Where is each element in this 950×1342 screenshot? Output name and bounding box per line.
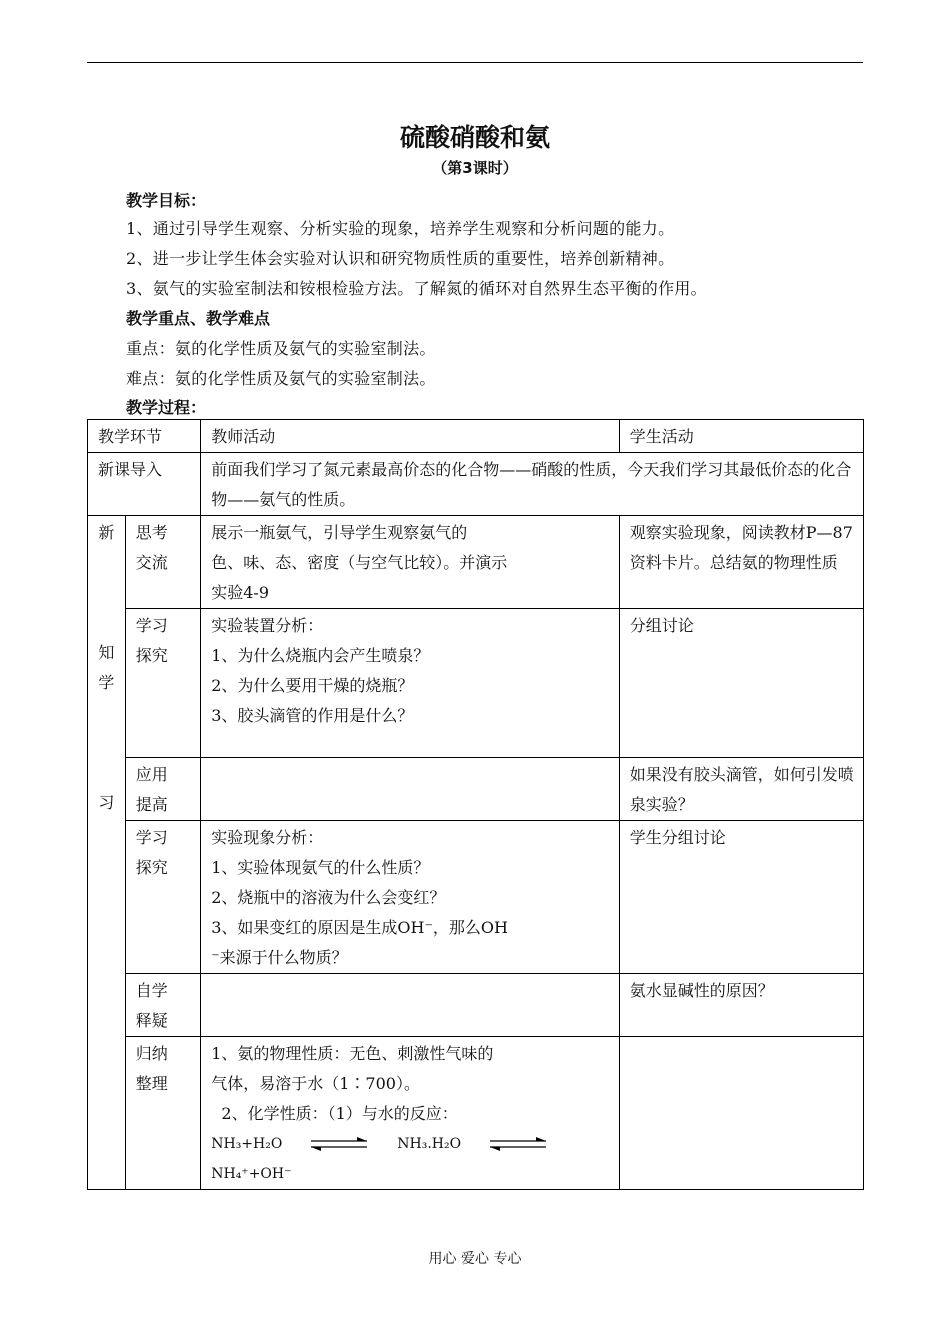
table-header-row [88, 420, 864, 453]
keypoints-heading: 教学重点、教学难点 [126, 309, 271, 328]
teacher-cell: 1、氨的物理性质：无色、刺激性气味的 气体，易溶于水（1∶700）。 2、化学性质：（1）与水的反应： NH₃+H₂O NH₃.H₂O NH₄⁺+OH⁻ [201, 1037, 620, 1190]
student-cell: 观察实验现象，阅读教材P—87 资料卡片。总结氨的物理性质 [619, 516, 863, 609]
teacher-cell: 展示一瓶氨气，引导学生观察氨气的 色、味、态、密度（与空气比较）。并演示 实验4-9 [201, 516, 620, 609]
table-row [88, 516, 864, 609]
student-cell: 氨水显碱性的原因？ [619, 974, 863, 1037]
section-label: 新 知 学 习 [88, 516, 126, 1190]
objective-1: 1、通过引导学生观察、分析实验的现象，培养学生观察和分析问题的能力。 [126, 219, 675, 238]
table-row [88, 974, 864, 1037]
equation-line [211, 1129, 610, 1159]
reversible-arrow-icon [488, 1137, 548, 1151]
difficulty-text: 难点：氨的化学性质及氨气的实验室制法。 [126, 369, 436, 388]
stage-cell: 应用 提高 [125, 758, 201, 821]
table-row [88, 609, 864, 758]
page-footer: 用心 爱心 专心 [428, 1251, 522, 1267]
equation-products: NH₄⁺+OH⁻ [211, 1166, 292, 1182]
stage-cell: 学习 探究 [125, 821, 201, 974]
header-teacher: 教师活动 [201, 420, 620, 453]
lesson-table [87, 419, 864, 1190]
table-row [88, 821, 864, 974]
table-row [88, 1037, 864, 1190]
student-cell [619, 1037, 863, 1190]
teacher-cell [201, 758, 620, 821]
intro-row [88, 453, 864, 516]
process-heading: 教学过程： [126, 398, 207, 417]
reversible-arrow-icon [309, 1137, 369, 1151]
student-cell: 如果没有胶头滴管，如何引发喷 泉实验？ [619, 758, 863, 821]
teacher-cell: 实验装置分析： 1、为什么烧瓶内会产生喷泉？ 2、为什么要用干燥的烧瓶？ 3、胶头滴管的作用是什么？ [201, 609, 620, 758]
equation-reactants: NH₃+H₂O [211, 1136, 283, 1152]
table-row [88, 758, 864, 821]
stage-cell: 归纳 整理 [125, 1037, 201, 1190]
objective-2: 2、进一步让学生体会实验对认识和研究物质性质的重要性，培养创新精神。 [126, 249, 675, 268]
header-student: 学生活动 [619, 420, 863, 453]
stage-cell: 自学 释疑 [125, 974, 201, 1037]
stage-cell: 思考 交流 [125, 516, 201, 609]
objectives-heading: 教学目标： [126, 191, 207, 210]
document-subtitle: （第3课时） [432, 159, 518, 177]
intro-teacher: 前面我们学习了氮元素最高价态的化合物——硝酸的性质，今天我们学习其最低价态的化合物——氨气的性质。 [201, 453, 864, 516]
equation-intermediate: NH₃.H₂O [397, 1136, 462, 1152]
header-rule [87, 62, 863, 63]
student-cell: 学生分组讨论 [619, 821, 863, 974]
stage-cell: 学习 探究 [125, 609, 201, 758]
teacher-cell [201, 974, 620, 1037]
student-cell: 分组讨论 [619, 609, 863, 758]
header-stage: 教学环节 [88, 420, 201, 453]
teacher-cell: 实验现象分析： 1、实验体现氨气的什么性质？ 2、烧瓶中的溶液为什么会变红？ 3、如果变红的原因是生成OH⁻，那么OH ⁻来源于什么物质？ [201, 821, 620, 974]
document-title: 硫酸硝酸和氨 [399, 123, 550, 152]
objective-3: 3、氨气的实验室制法和铵根检验方法。了解氮的循环对自然界生态平衡的作用。 [126, 279, 707, 298]
focus-text: 重点：氨的化学性质及氨气的实验室制法。 [126, 339, 436, 358]
intro-stage: 新课导入 [88, 453, 201, 516]
